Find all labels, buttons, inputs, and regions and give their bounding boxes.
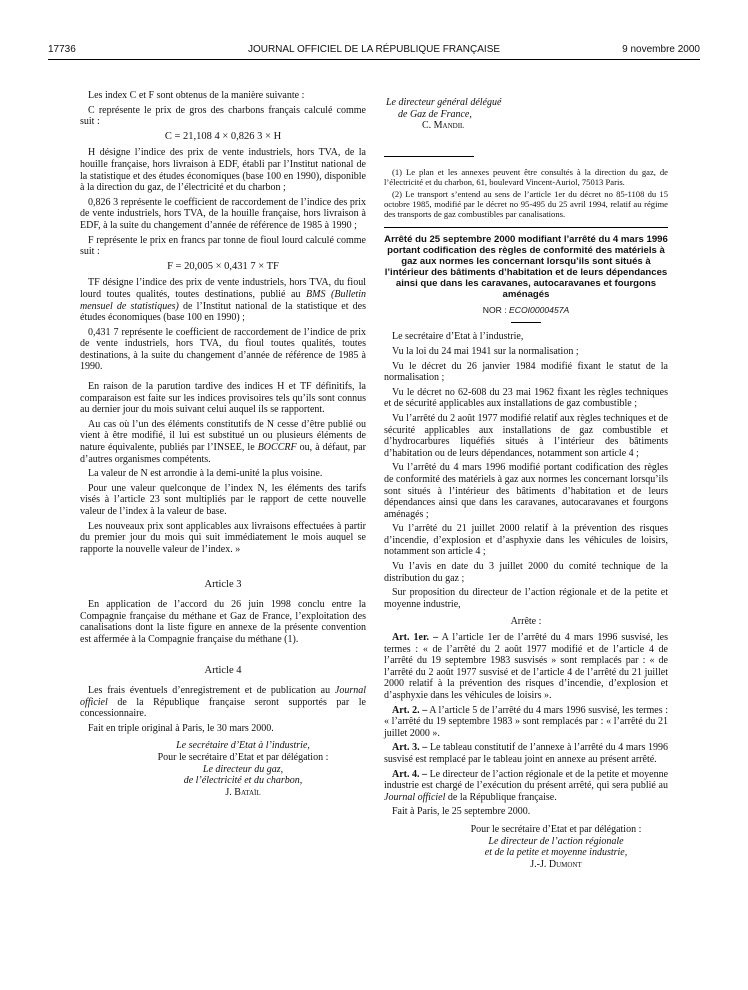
nor-label: NOR : xyxy=(482,304,510,315)
right-column xyxy=(384,97,668,870)
arrete-heading: Arrête : xyxy=(510,616,542,628)
visa-5: Vu l’arrêté du 4 mars 1996 modifié portant codification des règles de conformité des matériels à gaz aux normes les concernant lorsqu’ils sont situés à l’intérieur des bâtiments d’habitation et de leurs dépendances ainsi que dans les caravanes, autocaravanes et fourgons aménagés ; xyxy=(384,462,668,520)
tf-text-a: TF désigne l’indice des prix de vente industriels, hors TVA, du fioul lourd toutes qualités, toutes destinations, publié au xyxy=(80,277,366,300)
article-4-heading: Article 4 xyxy=(204,665,242,677)
article-4-text xyxy=(80,685,366,720)
signature-line-3: Le directeur du gaz, xyxy=(202,763,284,775)
visa-2: Vu le décret du 26 janvier 1984 modifié fixant le statut de la normalisation ; xyxy=(384,360,668,384)
signature-name: J. Bataïl xyxy=(225,786,261,798)
footnote-1: (1) Le plan et les annexes peuvent être consultés à la direction du gaz, de l’électricité et du charbon, 61, boulevard Vincent-Auriol, 75013 Paris. xyxy=(384,166,668,187)
valeur-paragraph: La valeur de N est arrondie à la demi-unité la plus voisine. xyxy=(88,468,323,480)
coefficient-paragraph-2: 0,431 7 représente le coefficient de raccordement de l’indice de prix de vente industriels, hors TVA, du fioul toutes qualités, toutes destinations, à la suite du changement d’année de référence de 1985 à 1990. xyxy=(80,326,366,373)
journal-officiel-italic: Journal officiel xyxy=(80,684,366,708)
fait-paragraph: Fait en triple original à Paris, le 30 mars 2000. xyxy=(88,722,274,734)
article-3 xyxy=(384,742,668,765)
visa-3: Vu le décret no 62-608 du 23 mai 1962 fixant les règles techniques et de sécurité applicables aux installations de gaz combustible ; xyxy=(384,386,668,410)
visa-0: Le secrétaire d’Etat à l’industrie, xyxy=(392,331,524,343)
article-4 xyxy=(384,769,668,804)
sig-top-name: C. Mandil xyxy=(422,120,465,132)
publication-date: 9 novembre 2000 xyxy=(622,44,700,55)
article-1-text: A l’article 1er de l’arrêté du 4 mars 1996 susvisé, les termes : « de l’arrêté du 2 août 1977 modifié et de l’article 4 de l’arrêté du 19 septembre 1983 susvisés » sont remplacés par : « de l’arrêté du 2 août 1977 susvisé et de l’article 4 de l’arrêté du 21 juillet 2000 relatif à la prévention des risques d’incendie, d’explosion et d’asphyxie dans les véhicules de loisirs ». xyxy=(384,632,668,701)
decree-divider xyxy=(511,322,541,323)
left-column xyxy=(80,90,366,798)
article-4-label: Art. 4. – xyxy=(392,768,428,780)
h-definition: H désigne l’indice des prix de vente industriels, hors TVA, de la houille française, hors livraison à EDF, établi par l’Institut national de la statistique et des études économiques (base 100 en 1990), disponible à la direction du gaz, de l’électricité et du charbon ; xyxy=(80,147,366,194)
footnotes xyxy=(384,167,668,219)
page-number: 17736 xyxy=(48,44,76,55)
visa-8: Sur proposition du directeur de l’action régionale et de la petite et moyenne industrie, xyxy=(384,587,668,610)
visa-4: Vu l’arrêté du 2 août 1977 modifié relatif aux règles techniques et de sécurité applicables aux installations de gaz combustible et d’hydrocarbures liquéfiés situés à l’intérieur des bâtiments d’habitation ou de leurs dépendances, notamment son article 4 ; xyxy=(384,412,668,459)
nor-reference xyxy=(384,305,668,317)
footnote-rule xyxy=(384,156,474,157)
article-4-text-b: de la République française. xyxy=(445,791,557,803)
article-1 xyxy=(384,632,668,702)
sig-top-line-1: Le directeur général délégué xyxy=(386,97,502,108)
coefficient-paragraph-1: 0,826 3 représente le coefficient de raccordement de l’indice des prix de vente industriels, hors TVA, de la houille française, hors livraison à EDF, à la suite du changement d’année de référence de 1985 à 1990 ; xyxy=(80,196,366,231)
sig-right-line-2: Le directeur de l’action régionale xyxy=(488,835,624,847)
visa-6: Vu l’arrêté du 21 juillet 2000 relatif à la prévention des risques d’incendie, d’explosion et d’asphyxie dans les véhicules de loisirs, notamment son article 4 ; xyxy=(384,523,668,558)
sig-right-line-3: et de la petite et moyenne industrie, xyxy=(484,847,628,859)
signature-block-top xyxy=(386,97,668,132)
footnote-2: (2) Le transport s’entend au sens de l’article 1er du décret no 85-1108 du 15 octobre 1985, modifié par le décret no 95-495 du 25 avril 1994, relatif au régime des transports de gaz combustibles par canalisations. xyxy=(384,188,668,219)
nouveaux-prix-paragraph: Les nouveaux prix sont applicables aux livraisons effectuées à partir du premier jour du mois qui suit immédiatement le mois auquel se rapporte la nouvelle valeur de l’index. » xyxy=(80,520,366,555)
journal-title: JOURNAL OFFICIEL DE LA RÉPUBLIQUE FRANÇAISE xyxy=(247,44,501,55)
signature-line-1: Le secrétaire d’Etat à l’industrie, xyxy=(176,740,310,752)
visa-7: Vu l’avis en date du 3 juillet 2000 du comité technique de la distribution du gaz ; xyxy=(384,561,668,584)
cas-paragraph xyxy=(80,419,366,465)
sig-top-line-2: de Gaz de France, xyxy=(398,108,472,120)
signature-block-left xyxy=(80,740,366,798)
article-1-label: Art. 1er. – xyxy=(392,632,439,644)
page-header xyxy=(48,44,700,58)
sig-right-name: J.-J. Dumont xyxy=(530,858,582,870)
decree-section xyxy=(384,227,668,871)
tf-definition xyxy=(80,277,366,323)
sig-right-line-1: Pour le secrétaire d’Etat et par délégation : xyxy=(470,823,642,835)
article-4-text-a: Le directeur de l’action régionale et de la petite et moyenne industrie est chargé de l’exécution du présent arrêté, qui sera publié au xyxy=(384,768,669,792)
tf-text-b: de l’Institut national de la statistique et des études économiques (base 100 en 1990) ; xyxy=(80,300,366,324)
f-formula: F = 20,005 × 0,431 7 × TF xyxy=(167,260,279,272)
header-rule xyxy=(48,59,700,60)
c-formula: C = 21,108 4 × 0,826 3 × H xyxy=(164,130,282,142)
article-2 xyxy=(384,705,668,740)
article-3-text-right: Le tableau constitutif de l’annexe à l’arrêté du 4 mars 1996 susvisé est remplacé par le tableau joint en annexe au présent arrêté. xyxy=(384,742,668,765)
signature-line-4: de l’électricité et du charbon, xyxy=(183,775,303,787)
decree-title: Arrêté du 25 septembre 2000 modifiant l’arrêté du 4 mars 1996 portant codification des règles de conformité des matériels à gaz aux normes les concernant lorsqu’ils sont situés à l’intérieur des bâtiments d’habitation et de leurs dépendances ainsi que dans les caravanes, autocaravanes et fourgons aménagés xyxy=(384,233,668,300)
cas-text-a: Au cas où l’un des éléments constitutifs de N cesse d’être publié ou vient à être modifié, il lui est substitué un ou plusieurs éléments de nature équivalente, publiés par l’INSEE, le xyxy=(80,418,366,454)
signature-line-2: Pour le secrétaire d’Etat et par délégation : xyxy=(157,751,329,763)
article-3-label: Art. 3. – xyxy=(392,742,428,754)
art4-text-b: de la République française seront supportés par le concessionnaire. xyxy=(80,696,366,720)
visa-1: Vu la loi du 24 mai 1941 sur la normalisation ; xyxy=(392,345,579,357)
intro-paragraph: Les index C et F sont obtenus de la manière suivante : xyxy=(88,90,305,101)
retard-paragraph: En raison de la parution tardive des indices H et TF définitifs, la comparaison est faite sur les indices provisoires tels qu’ils sont connus au dernier jour du mois suivant celui auquel ils se rapportent. xyxy=(80,381,366,416)
art4-text-a: Les frais éventuels d’enregistrement et de publication au xyxy=(88,684,335,696)
nor-code: ECOI0000457A xyxy=(509,304,570,315)
article-2-label: Art. 2. – xyxy=(392,704,428,716)
article-3-heading: Article 3 xyxy=(204,579,242,591)
boccrf: BOCCRF xyxy=(257,442,297,454)
signature-block-right xyxy=(384,824,668,870)
fait-paragraph-right: Fait à Paris, le 25 septembre 2000. xyxy=(392,806,531,818)
cas-text-b: ou, à défaut, par d’autres organismes compétents. xyxy=(80,442,366,465)
bms-title: BMS (Bulletin mensuel de statistiques) xyxy=(80,288,366,312)
c-definition: C représente le prix de gros des charbons français calculé comme suit : xyxy=(80,104,366,128)
pour-paragraph: Pour une valeur quelconque de l’index N, les éléments des tarifs visés à l’article 23 sont multipliés par le rapport de cette nouvelle valeur de l’index à la valeur de base. xyxy=(80,482,366,517)
article-2-text: A l’article 5 de l’arrêté du 4 mars 1996 susvisé, les termes : « l’arrêté du 19 septembre 1983 » sont remplacés par : « l’arrêté du 21 juillet 2000 ». xyxy=(384,704,668,739)
journal-officiel-italic-right: Journal officiel xyxy=(384,791,446,803)
article-3-text: En application de l’accord du 26 juin 1998 conclu entre la Compagnie française du méthane et Gaz de France, l’exploitation des canalisations dont la liste figure en annexe de la présente convention est affermée à la Compagnie française du méthane (1). xyxy=(80,598,366,645)
f-definition: F représente le prix en francs par tonne de fioul lourd calculé comme suit : xyxy=(80,234,366,258)
